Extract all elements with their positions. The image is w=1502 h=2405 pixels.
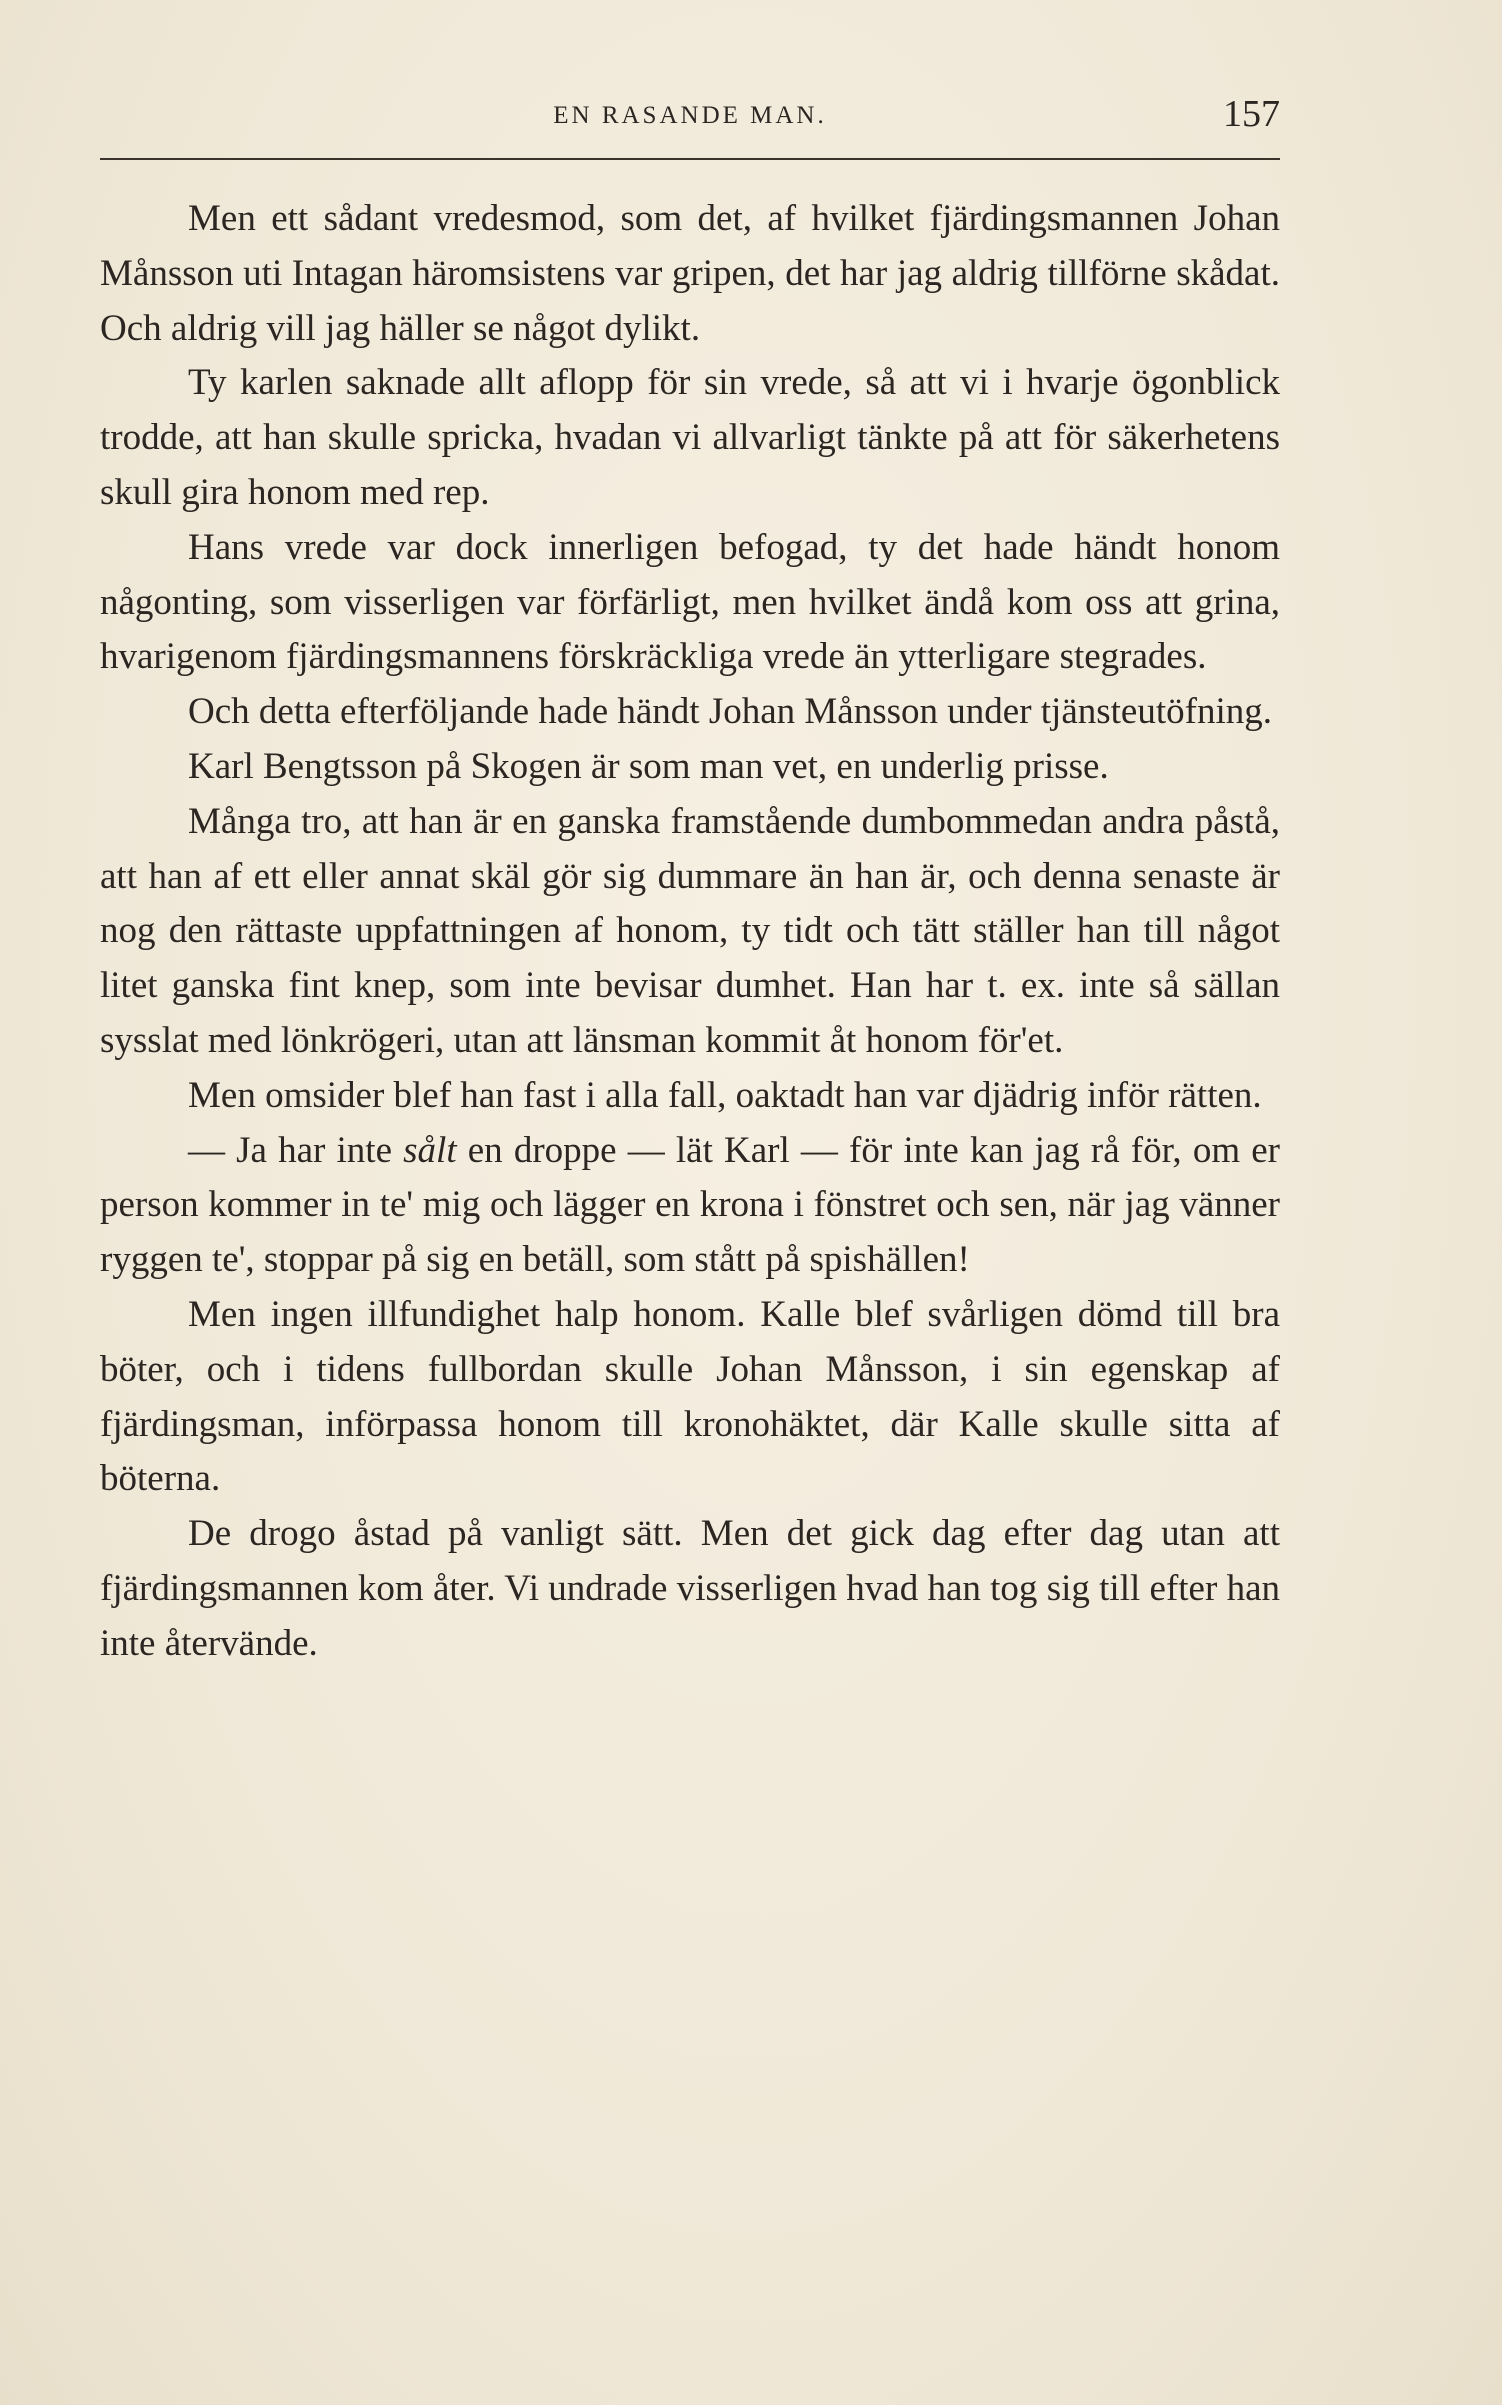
- page-number: 157: [1223, 93, 1280, 135]
- paragraph: Men ett sådant vredesmod, som det, af hvilket fjärdingsmannen Johan Månsson uti Intagan häromsistens var gripen, det har jag aldrig tillförne skådat. Och aldrig vill jag häller se något dylikt.: [100, 198, 1280, 349]
- body-text: [100, 192, 1280, 1672]
- paragraph: Ty karlen saknade allt aflopp för sin vrede, så att vi i hvarje ögonblick trodde, att han skulle spricka, hvadan vi allvarligt tänkte på att för säkerhetens skull gira honom med rep.: [100, 362, 1280, 513]
- paragraph: Hans vrede var dock innerligen befogad, ty det hade händt honom någonting, som visserligen var förfärligt, men hvilket ändå kom oss att grina, hvarigenom fjärdingsmannens förskräckliga vrede än ytterligare stegrades.: [100, 526, 1280, 678]
- quote-text-end: en droppe — lät Karl — för inte kan jag rå för, om er person kommer in te' mig och lägger en krona i fönstret och sen, när jag vänner ryggen te', stoppar på sig en betäll, som stått på spishällen!: [100, 1129, 1280, 1281]
- running-title: EN RASANDE MAN.: [553, 102, 827, 129]
- page-header: [100, 92, 1280, 152]
- header-rule: [100, 158, 1280, 160]
- paragraph: Och detta efterföljande hade händt Johan Månsson under tjänsteutöfning.: [188, 691, 1272, 733]
- quote-text-start: — Ja har inte: [188, 1129, 404, 1171]
- paragraph: Men ingen illfundighet halp honom. Kalle blef svårligen dömd till bra böter, och i tidens fullbordan skulle Johan Månsson, i sin egenskap af fjärdingsman, införpassa honom till kronohäktet, där Kalle skulle sitta af böterna.: [100, 1293, 1280, 1500]
- paragraph: Men omsider blef han fast i alla fall, oaktadt han var djädrig inför rätten.: [188, 1074, 1262, 1116]
- paragraph: De drogo åstad på vanligt sätt. Men det gick dag efter dag utan att fjärdingsmannen kom åter. Vi undrade visserligen hvad han tog sig till efter han inte återvände.: [100, 1513, 1280, 1664]
- quote-emphasis: sålt: [403, 1129, 457, 1171]
- paragraph: Många tro, att han är en ganska framstående dumbommedan andra påstå, att han af ett eller annat skäl gör sig dummare än han är, och denna senaste är nog den rättaste uppfattningen af honom, ty tidt och tätt ställer han till något litet ganska fint knep, som inte bevisar dumhet. Han har t. ex. inte så sällan sysslat med lönkrögeri, utan att länsman kommit åt honom för'et.: [100, 800, 1280, 1061]
- quote-paragraph: [100, 1124, 1280, 1288]
- paragraph: Karl Bengtsson på Skogen är som man vet, en underlig prisse.: [188, 745, 1109, 787]
